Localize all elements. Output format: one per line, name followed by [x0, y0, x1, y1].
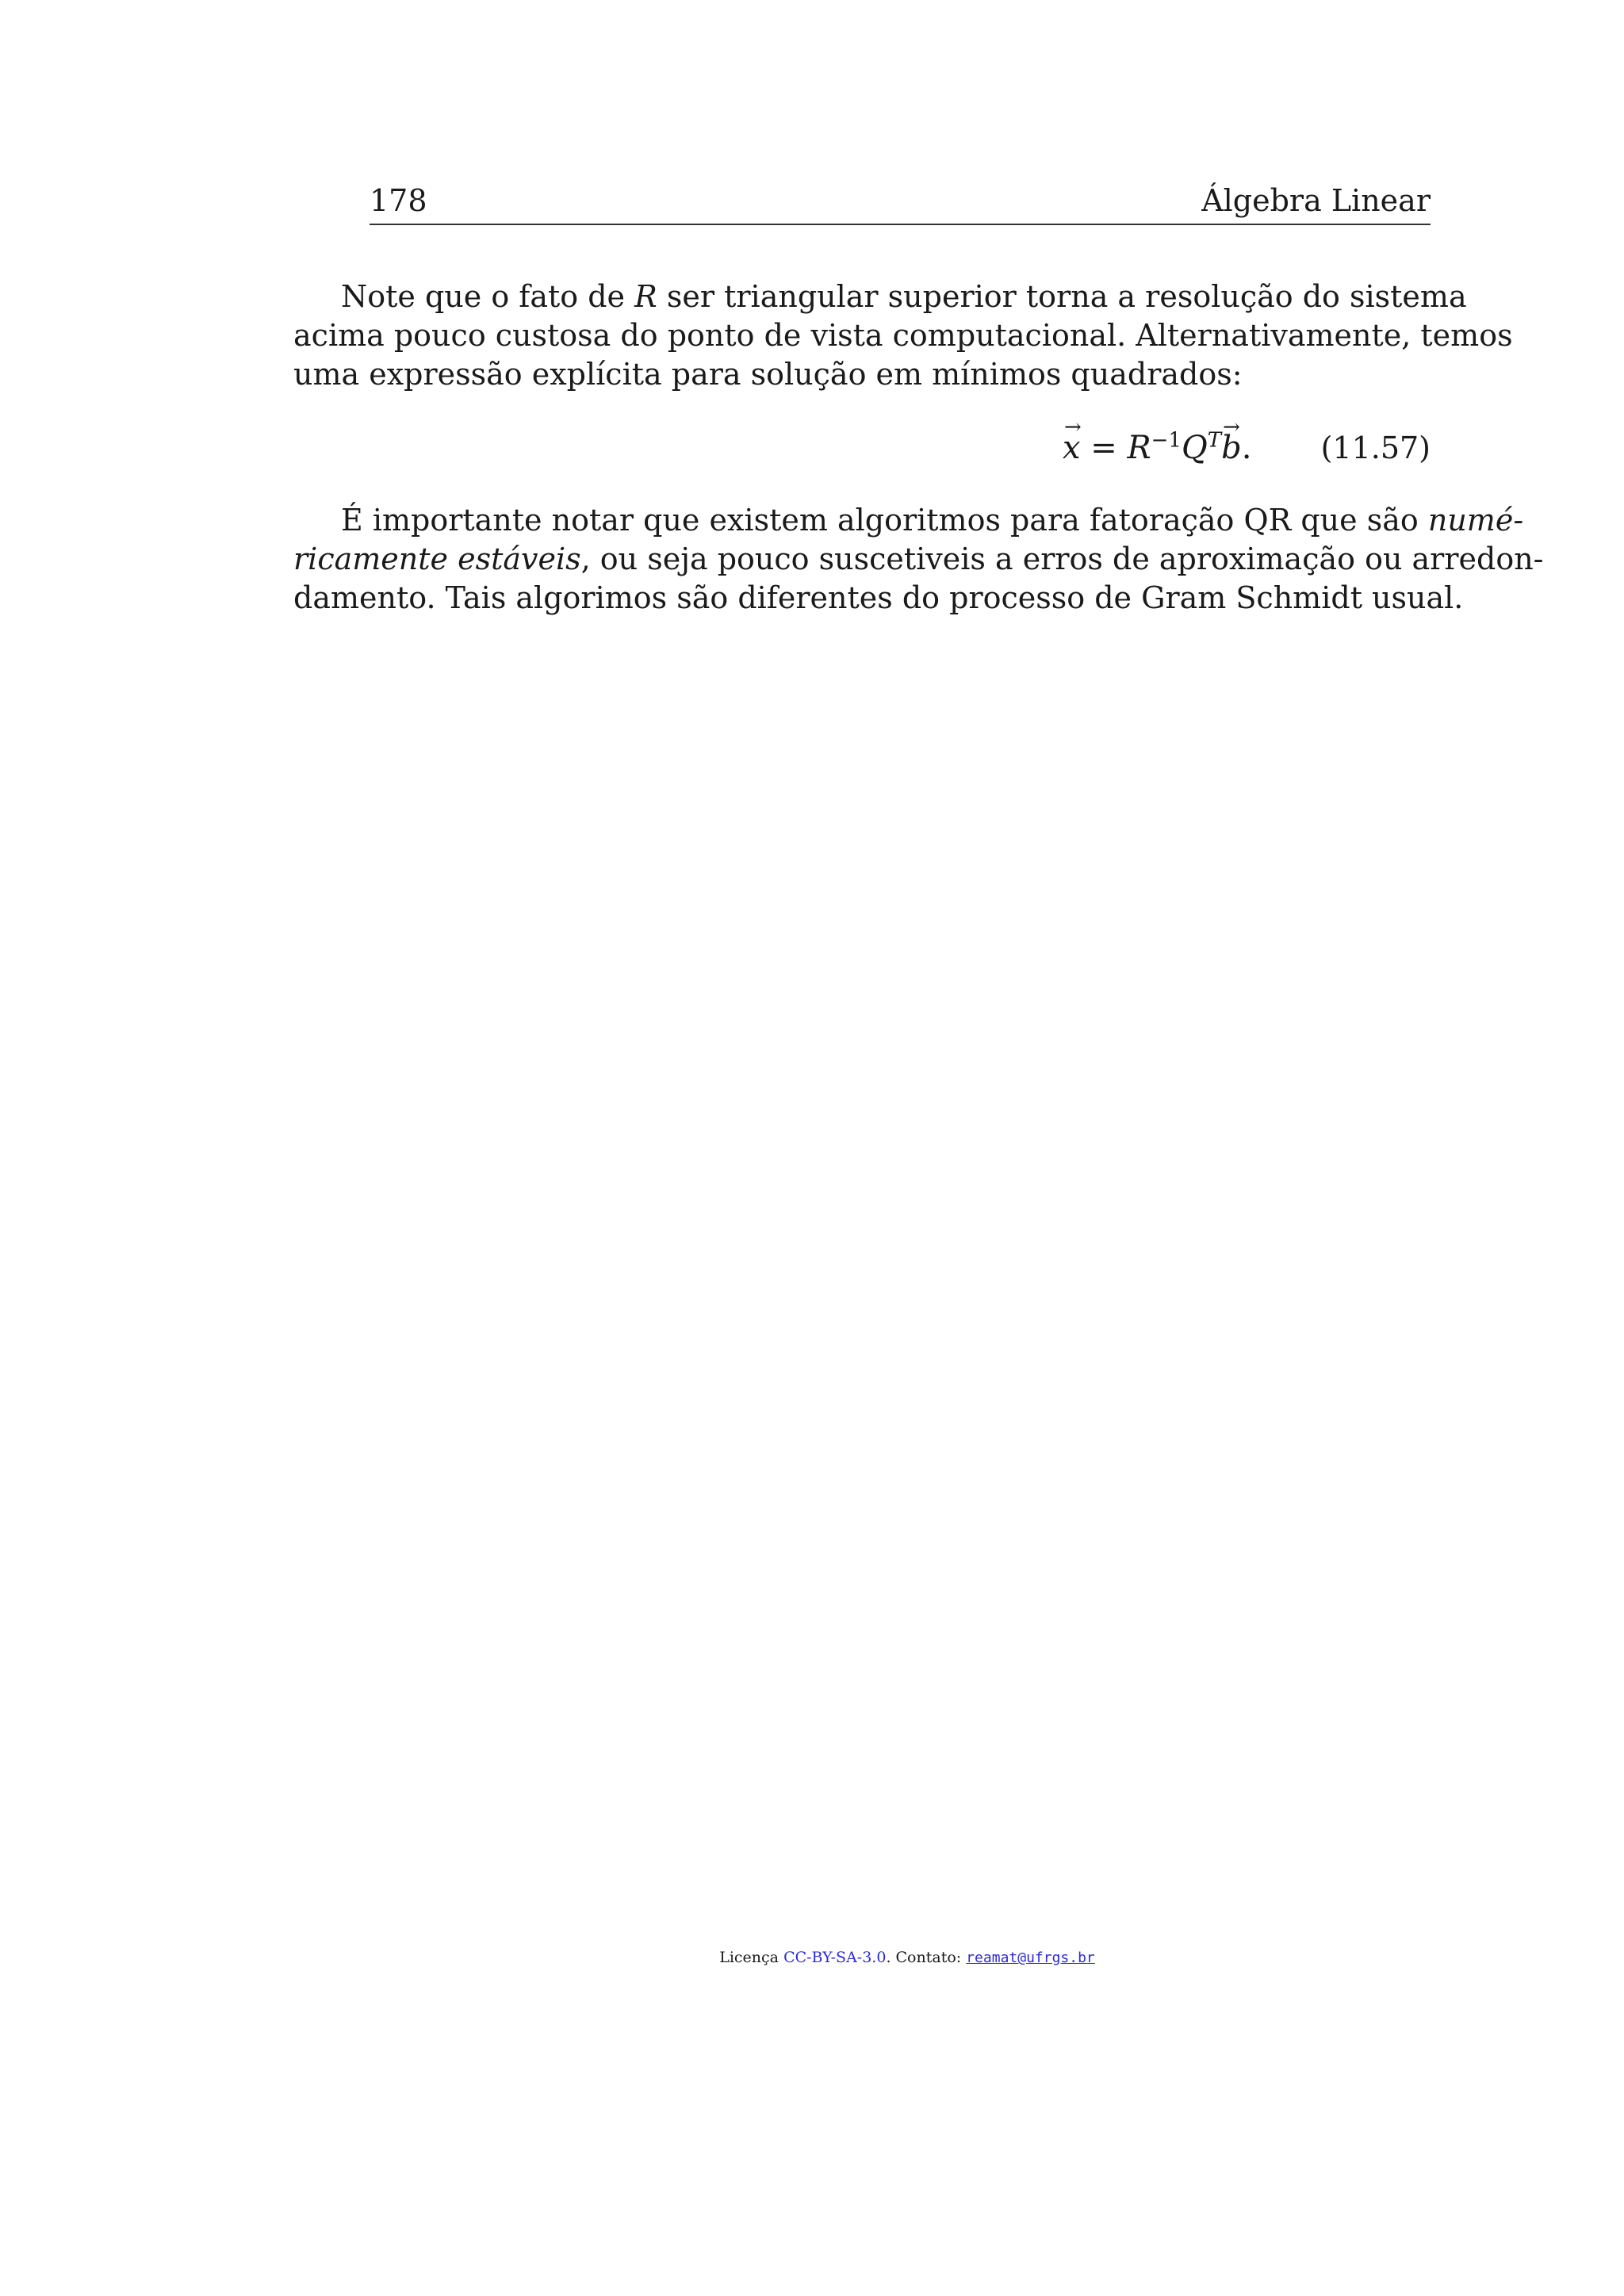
paragraph-1-line-2: acima pouco custosa do ponto de vista computacional. Alternativamente, temos — [293, 318, 1513, 353]
paragraph-2-line-2-text: , ou seja pouco suscetiveis a erros de aproximação ou arredon- — [580, 541, 1544, 576]
contact-prefix: . Contato: — [886, 1949, 962, 1966]
paragraph-2-line-1 — [293, 501, 1524, 540]
license-prefix: Licença — [719, 1949, 779, 1966]
page-footer — [0, 1946, 1624, 1970]
equals-sign: = — [1090, 430, 1117, 466]
contact-email-link[interactable]: reamat@ufrgs.br — [966, 1950, 1095, 1966]
emphasis-numericamente-1: numé- — [1427, 503, 1524, 538]
paragraph-1-line-1-end: ser triangular superior torna a resolução do sistema — [666, 279, 1467, 314]
paragraph-2-line-3: damento. Tais algorimos são diferentes do processo de Gram Schmidt usual. — [293, 580, 1464, 615]
vector-x: → x — [1063, 424, 1081, 472]
paragraph-2-line-1-text: É importante notar que existem algoritmos para fatoração QR que são — [341, 503, 1419, 538]
variable-r: R — [634, 279, 657, 314]
equation-body — [1063, 424, 1251, 472]
matrix-r: R — [1127, 430, 1151, 466]
paragraph-2 — [293, 501, 1544, 618]
inverse-exponent: −1 — [1151, 428, 1182, 453]
equation-11-57 — [293, 424, 1431, 472]
paragraph-1-line-1-start: Note que o fato de — [341, 279, 626, 314]
paragraph-1-line-1 — [293, 277, 1467, 316]
equation-number: (11.57) — [1320, 430, 1431, 465]
equation-period: . — [1241, 430, 1252, 466]
vector-b: → b — [1221, 424, 1242, 472]
paragraph-2-line-2 — [293, 540, 1544, 579]
page-number: 178 — [370, 183, 427, 218]
matrix-q: Q — [1181, 430, 1208, 466]
license-link[interactable]: CC-BY-SA-3.0 — [783, 1949, 887, 1966]
running-header — [370, 178, 1431, 225]
emphasis-numericamente-2: ricamente estáveis — [293, 541, 581, 576]
transpose-exponent: T — [1207, 428, 1222, 453]
running-title: Álgebra Linear — [1201, 183, 1431, 218]
paragraph-1 — [293, 277, 1513, 394]
paragraph-1-line-3: uma expressão explícita para solução em mínimos quadrados: — [293, 357, 1243, 392]
